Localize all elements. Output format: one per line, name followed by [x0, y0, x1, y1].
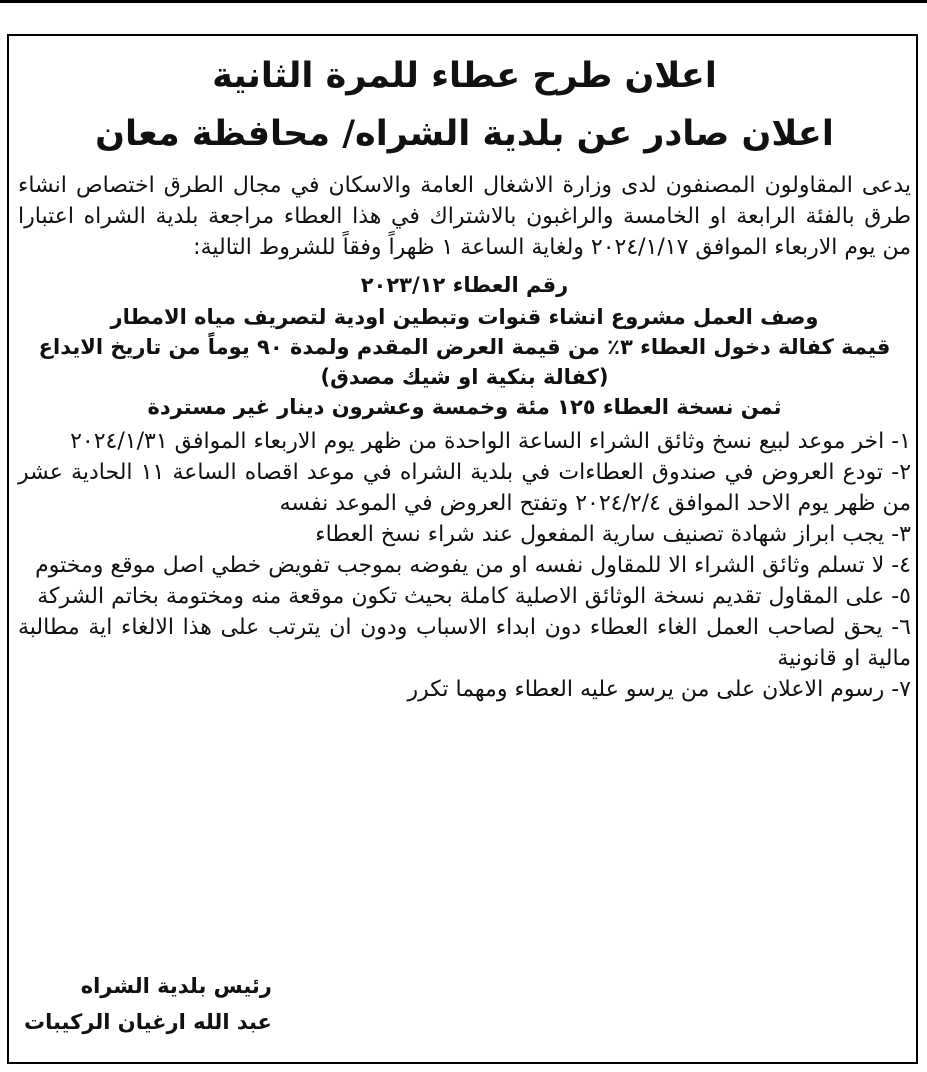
condition-item: ٤- لا تسلم وثائق الشراء الا للمقاول نفسه او من يفوضه بموجب تفويض خطي اصل موقع ومختوم: [35, 553, 911, 578]
document-price: ثمن نسخة العطاء ١٢٥ مئة وخمسة وعشرون دينار غير مستردة: [147, 395, 782, 419]
work-description: وصف العمل مشروع انشاء قنوات وتبطين اودية لتصريف مياه الامطار: [110, 305, 819, 329]
signatory-position: رئيس بلدية الشراه: [80, 974, 272, 998]
condition-item: ١- اخر موعد لبيع نسخ وثائق الشراء الساعة الواحدة من ظهر يوم الاربعاء الموافق ٢٠٢٤/١/٣١: [70, 429, 911, 454]
condition-item: ٧- رسوم الاعلان على من يرسو عليه العطاء ومهما تكرر: [407, 677, 911, 702]
condition-item: ٢- تودع العروض في صندوق العطاءات في بلدية الشراه في موعد اقصاه الساعة ١١ الحادية عشر من ظهر يوم الاحد الموافق ٢٠٢٤/٢/٤ وتفتح العروض في الموعد نفسه: [18, 460, 912, 516]
condition-item: ٥- على المقاول تقديم نسخة الوثائق الاصلية كاملة بحيث تكون موقعة منه ومختومة بخاتم الشركة: [37, 584, 911, 609]
announcement-issuer: اعلان صادر عن بلدية الشراه/ محافظة معان: [95, 114, 834, 154]
top-divider: [0, 0, 927, 3]
tender-number: رقم العطاء ٢٠٢٣/١٢: [360, 273, 569, 297]
announcement-title: اعلان طرح عطاء للمرة الثانية: [212, 56, 717, 96]
signatory-name: عبد الله ارغيان الركيبات: [24, 1010, 272, 1034]
condition-item: ٣- يجب ابراز شهادة تصنيف سارية المفعول عند شراء نسخ العطاء: [315, 522, 911, 547]
signature-block: [24, 968, 272, 1040]
conditions-list: [18, 426, 911, 705]
condition-item: ٦- يحق لصاحب العمل الغاء العطاء دون ابداء الاسباب ودون ان يترتب على هذا الالغاء اية مطالبة مالية او قانونية: [18, 615, 911, 671]
bond-type: (كفالة بنكية او شيك مصدق): [320, 365, 609, 389]
intro-paragraph: يدعى المقاولون المصنفون لدى وزارة الاشغال العامة والاسكان في مجال الطرق اختصاص انشاء طرق بالفئة الرابعة او الخامسة والراغبون بالاشتراك في هذا العطاء مراجعة بلدية الشراه اعتبارا من يوم الاربعاء الموافق ٢٠٢٤/١/١٧ ولغاية الساعة ١ ظهراً وفقاً للشروط التالية:: [18, 173, 911, 260]
announcement-body: [18, 48, 911, 705]
bid-bond: قيمة كفالة دخول العطاء ٣٪ من قيمة العرض المقدم ولمدة ٩٠ يوماً من تاريخ الايداع: [38, 335, 891, 359]
